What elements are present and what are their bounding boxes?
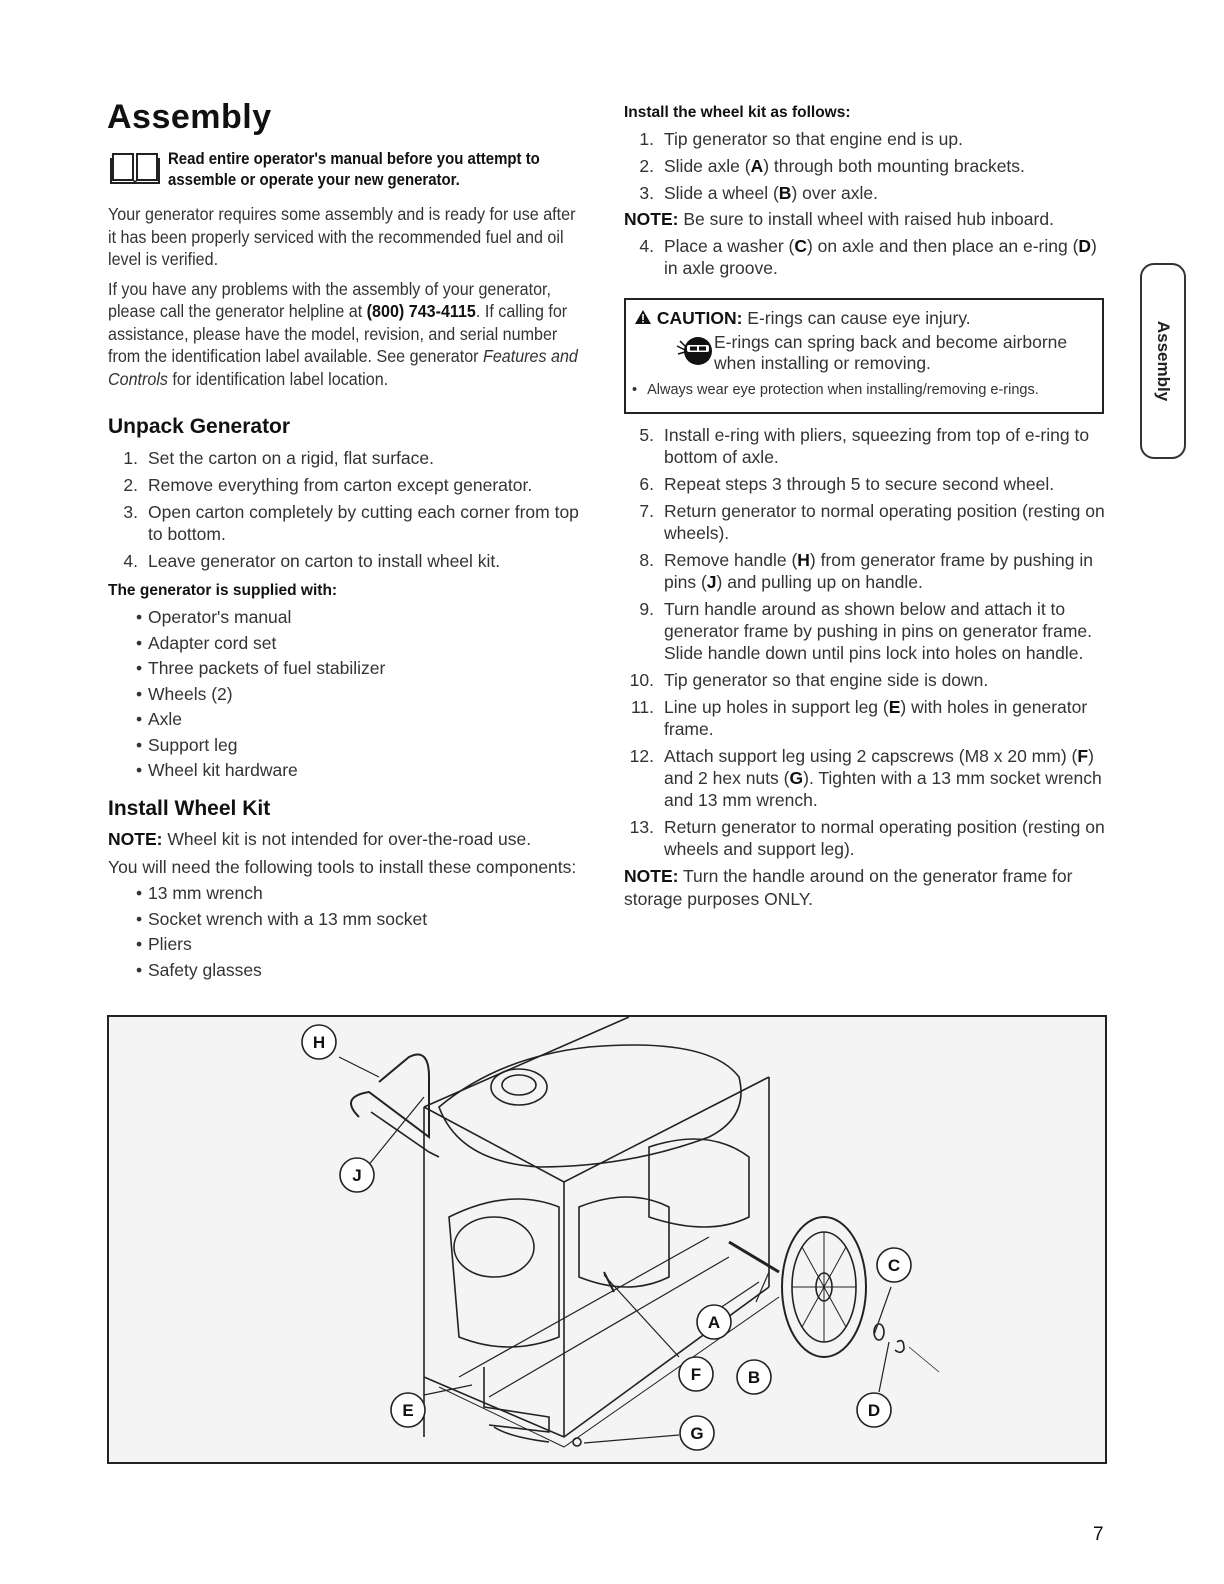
- part-key: H: [797, 550, 810, 570]
- callout-f: [679, 1357, 713, 1391]
- list-item: [108, 474, 598, 496]
- callout-label-e: E: [402, 1401, 414, 1420]
- callout-label-j: J: [352, 1166, 362, 1185]
- part-key: E: [888, 697, 901, 717]
- caution-line-1: [634, 308, 971, 329]
- list-item: [624, 235, 1104, 279]
- step-text: Return generator to normal operating position (resting on wheels).: [664, 501, 1105, 543]
- callout-label-g: G: [690, 1424, 704, 1443]
- list-item: [624, 182, 1104, 204]
- read-manual-text: Read entire operator's manual before you attempt to assemble or operate your new generator.: [168, 149, 540, 189]
- step-text: ). Tighten with a 13 mm socket wrench and 13 mm wrench.: [664, 768, 1102, 810]
- helpline-phone: (800) 743-4115: [366, 301, 476, 321]
- side-tab-label: Assembly: [1154, 320, 1173, 402]
- step-text: ) in axle groove.: [664, 235, 1097, 278]
- assembly-illustration: [107, 1015, 1107, 1464]
- part-key: G: [789, 768, 804, 788]
- part-key: B: [778, 183, 792, 203]
- step-text: Tip generator so that engine end is up.: [664, 129, 963, 149]
- list-item: • Support leg: [108, 734, 598, 756]
- step-number: 2.: [639, 156, 654, 176]
- page-number: 7: [1093, 1524, 1104, 1545]
- list-item: [624, 549, 1110, 593]
- tools-intro: You will need the following tools to install these components:: [108, 856, 577, 877]
- step-text: ) over axle.: [791, 183, 878, 203]
- wheelkit-heading: Install Wheel Kit: [108, 797, 271, 820]
- intro2-text-c: for identification label location.: [167, 368, 389, 389]
- list-item: [624, 816, 1110, 860]
- list-item: [108, 550, 598, 572]
- step-text: Repeat steps 3 through 5 to secure second wheel.: [664, 474, 1055, 494]
- list-item: • Operator's manual: [108, 606, 598, 628]
- install-steps-a: [624, 128, 1104, 204]
- caution-bullet-text: Always wear eye protection when installing/removing e-rings.: [647, 382, 1039, 398]
- step-text: Place a washer (: [664, 235, 795, 256]
- step-text: Tip generator so that engine side is down.: [664, 670, 989, 690]
- step-text: ) on axle and then place an e-ring (: [806, 235, 1079, 256]
- caution-label: CAUTION:: [656, 308, 743, 328]
- part-key: C: [794, 235, 807, 256]
- step-number: 13.: [629, 817, 654, 837]
- callout-label-b: B: [747, 1368, 761, 1387]
- part-key: J: [706, 572, 717, 592]
- list-item: [108, 501, 598, 545]
- right-column-bottom: [624, 424, 1110, 910]
- side-tab: [1140, 263, 1186, 459]
- step-number: 3.: [123, 502, 138, 522]
- list-item: • Adapter cord set: [108, 632, 598, 654]
- eye-protection-icon: [676, 334, 714, 368]
- callout-c: [877, 1248, 911, 1282]
- note-label: NOTE:: [624, 209, 679, 229]
- caution-line-2: E-rings can spring back and become airborne when installing or removing.: [714, 332, 1068, 373]
- step-number: 6.: [639, 474, 654, 494]
- intro-paragraph-1: Your generator requires some assembly and is ready for use after it has been properly serviced with the recommended fuel and oil level is verified.: [108, 204, 576, 269]
- step-number: 4.: [123, 551, 138, 571]
- list-item: [624, 128, 1104, 150]
- callout-label-d: D: [867, 1401, 881, 1420]
- note-text: Wheel kit is not intended for over-the-road use.: [162, 829, 532, 849]
- install-note-1: [624, 208, 1104, 231]
- features-controls-ref: Features and Controls: [108, 346, 578, 389]
- step-text: Return generator to normal operating position (resting on wheels and support leg).: [664, 817, 1105, 859]
- list-item: • Pliers: [108, 933, 598, 955]
- step-number: 9.: [639, 599, 654, 619]
- step-text: Remove everything from carton except generator.: [148, 475, 533, 495]
- step-number: 3.: [639, 183, 654, 203]
- tools-list: [108, 882, 598, 981]
- warning-triangle-icon: [634, 309, 652, 325]
- list-item: [624, 424, 1110, 468]
- callout-d: [857, 1393, 891, 1427]
- part-key: D: [1078, 235, 1092, 256]
- left-column: [108, 203, 598, 984]
- callout-e: [391, 1393, 425, 1427]
- callout-label-h: H: [312, 1033, 326, 1052]
- step-text: ) and pulling up on handle.: [716, 572, 923, 592]
- step-text: Attach support leg using 2 capscrews (M8 x 20 mm) (: [664, 746, 1078, 766]
- book-icon: [110, 150, 160, 184]
- callout-label-a: A: [707, 1313, 721, 1332]
- list-item: [624, 500, 1110, 544]
- caution-bullet: • Always wear eye protection when installing/removing e-rings.: [632, 382, 1039, 398]
- install-heading: Install the wheel kit as follows:: [624, 104, 851, 121]
- caution-box: [624, 298, 1104, 414]
- list-item: • Wheels (2): [108, 683, 598, 705]
- step-number: 12.: [629, 746, 654, 766]
- note-label: NOTE:: [108, 829, 163, 849]
- callout-label-f: F: [690, 1365, 702, 1384]
- generator-diagram: [109, 1017, 1105, 1462]
- install-steps-b: [624, 424, 1110, 860]
- unpack-steps: [108, 447, 598, 572]
- step-number: 5.: [639, 425, 654, 445]
- step-text: Remove handle (: [664, 550, 798, 570]
- list-item: [624, 155, 1104, 177]
- list-item: [624, 473, 1110, 495]
- part-key: F: [1077, 746, 1089, 766]
- callout-h: [302, 1025, 336, 1059]
- step-number: 8.: [639, 550, 654, 570]
- step-text: ) and 2 hex nuts (: [664, 746, 1094, 788]
- list-item: [624, 669, 1110, 691]
- intro2-text-b: . If calling for assistance, please have the model, revision, and serial number from the identification label available. See generator: [108, 301, 568, 366]
- intro-paragraph-2: [108, 278, 586, 391]
- unpack-section: [108, 415, 598, 572]
- step-text: ) from generator frame by pushing in pins (: [664, 550, 1093, 592]
- step-text: Slide axle (: [664, 156, 751, 176]
- step-number: 2.: [123, 475, 138, 495]
- step-text: ) through both mounting brackets.: [763, 156, 1025, 176]
- intro2-text-a: If you have any problems with the assembly of your generator, please call the generator helpline at: [108, 278, 551, 321]
- list-item: • Socket wrench with a 13 mm socket: [108, 908, 598, 930]
- callout-g: [680, 1416, 714, 1450]
- install-note-2: [624, 865, 1110, 910]
- step-text: Install e-ring with pliers, squeezing from top of e-ring to bottom of axle.: [664, 425, 1090, 467]
- list-item: • Three packets of fuel stabilizer: [108, 657, 598, 679]
- step-number: 11.: [630, 697, 654, 717]
- note-text: Be sure to install wheel with raised hub inboard.: [678, 209, 1054, 229]
- step-text: Set the carton on a rigid, flat surface.: [148, 448, 434, 468]
- wheelkit-note: [108, 828, 598, 851]
- list-item: [108, 447, 598, 469]
- list-item: • Wheel kit hardware: [108, 759, 598, 781]
- step-number: 4.: [639, 235, 654, 256]
- callout-a: [697, 1305, 731, 1339]
- list-item: [624, 598, 1110, 664]
- step-number: 1.: [639, 129, 654, 149]
- step-number: 1.: [123, 448, 138, 468]
- part-key: A: [750, 156, 764, 176]
- step-text: Turn handle around as shown below and attach it to generator frame by pushing in pins on generator frame. Slide handle down until pins lock into holes on handle.: [664, 599, 1093, 663]
- step-text: Slide a wheel (: [664, 183, 779, 203]
- step-text: Open carton completely by cutting each corner from top to bottom.: [148, 502, 579, 544]
- note-label: NOTE:: [624, 866, 679, 886]
- list-item: • Safety glasses: [108, 959, 598, 981]
- supplied-heading: The generator is supplied with:: [108, 582, 338, 599]
- wheelkit-section: [108, 797, 598, 981]
- page-title: Assembly: [107, 98, 272, 136]
- step-number: 10.: [629, 670, 654, 690]
- unpack-heading: Unpack Generator: [108, 415, 291, 438]
- install-step-4: [624, 235, 1104, 279]
- list-item: [624, 696, 1110, 740]
- list-item: [624, 745, 1110, 811]
- step-text: Line up holes in support leg (: [664, 697, 889, 717]
- read-manual-warning: [110, 148, 590, 190]
- callout-b: [737, 1360, 771, 1394]
- right-column-top: [624, 104, 1104, 284]
- step-text: Leave generator on carton to install wheel kit.: [148, 551, 501, 571]
- step-text: ) with holes in generator frame.: [664, 697, 1088, 739]
- callout-label-c: C: [887, 1256, 901, 1275]
- list-item: • 13 mm wrench: [108, 882, 598, 904]
- step-number: 7.: [639, 501, 654, 521]
- callout-j: [340, 1158, 374, 1192]
- supplied-list: [108, 606, 598, 781]
- supplied-section: [108, 582, 598, 781]
- caution-text: E-rings can cause eye injury.: [742, 308, 971, 328]
- list-item: • Axle: [108, 708, 598, 730]
- note-text: Turn the handle around on the generator frame for storage purposes ONLY.: [624, 866, 1073, 909]
